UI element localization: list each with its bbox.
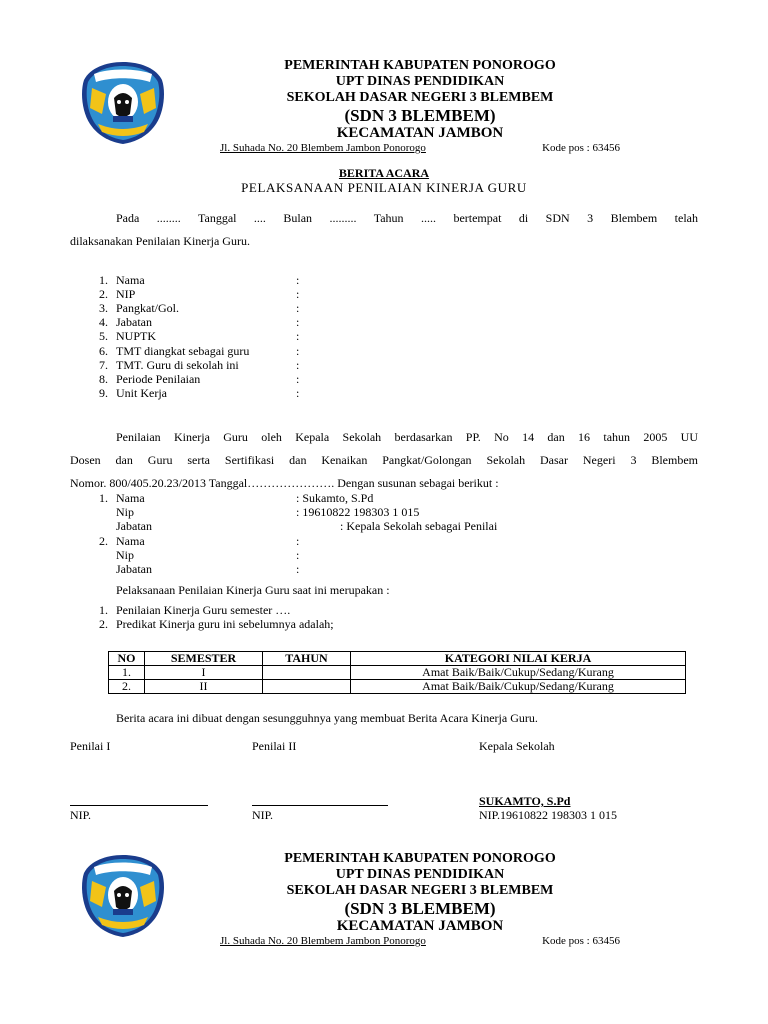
basis-line3: Nomor. 800/405.20.23/2013 Tanggal…………………. Dengan susunan sebagai berikut : xyxy=(70,476,499,490)
table-cell: II xyxy=(145,680,263,694)
letterhead-line3: SEKOLAH DASAR NEGERI 3 BLEMBEM xyxy=(286,883,554,898)
letterhead-line4: (SDN 3 BLEMBEM) xyxy=(344,899,496,918)
current-intro: Pelaksanaan Penilaian Kinerja Guru saat ini merupakan : xyxy=(116,583,390,597)
signature-label-penilai2: Penilai II xyxy=(252,739,297,753)
signature-line xyxy=(70,805,208,806)
document-subtitle: PELAKSANAAN PENILAIAN KINERJA GURU xyxy=(241,180,527,195)
closing-statement: Berita acara ini dibuat dengan sesungguhnya yang membuat Berita Acara Kinerja Guru. xyxy=(116,711,538,725)
table-row xyxy=(109,680,686,694)
nip-penilai1: NIP. xyxy=(70,808,92,822)
nip-kepala: NIP.19610822 198303 1 015 xyxy=(479,808,618,822)
column-header: KATEGORI NILAI KERJA xyxy=(351,652,686,666)
letterhead-line5: KECAMATAN JAMBON xyxy=(336,918,504,934)
table-row xyxy=(109,666,686,680)
basis-paragraph xyxy=(70,426,698,495)
regency-logo-icon xyxy=(80,851,166,937)
basis-line2: Dosen dan Guru serta Sertifikasi dan Kenaikan Pangkat/Golongan Sekolah Dasar Negeri 3 Blembem xyxy=(70,453,698,467)
column-header: TAHUN xyxy=(263,652,351,666)
intro-paragraph xyxy=(70,207,698,253)
letterhead-line2: UPT DINAS PENDIDIKAN xyxy=(335,867,505,882)
grades-table xyxy=(108,651,686,694)
table-cell: Amat Baik/Baik/Cukup/Sedang/Kurang xyxy=(351,666,686,680)
table-header-row xyxy=(109,652,686,666)
column-header: NO xyxy=(109,652,145,666)
address-text: Jl. Suhada No. 20 Blembem Jambon Ponorogo xyxy=(220,935,426,947)
letterhead-line5: KECAMATAN JAMBON xyxy=(336,125,504,141)
address-text: Jl. Suhada No. 20 Blembem Jambon Ponorogo xyxy=(220,142,426,154)
table-cell: Amat Baik/Baik/Cukup/Sedang/Kurang xyxy=(351,680,686,694)
table-cell: I xyxy=(145,666,263,680)
document-title: BERITA ACARA xyxy=(338,166,430,180)
letterhead-address xyxy=(220,935,620,947)
table-cell xyxy=(263,666,351,680)
letterhead-line4: (SDN 3 BLEMBEM) xyxy=(344,106,496,125)
signature-label-penilai1: Penilai I xyxy=(70,739,111,753)
basis-line1: Penilaian Kinerja Guru oleh Kepala Sekolah berdasarkan PP. No 14 dan 16 tahun 2005 UU xyxy=(116,430,698,444)
kepala-sekolah-name: SUKAMTO, S.Pd xyxy=(479,794,571,808)
letterhead-address xyxy=(220,142,620,154)
letterhead-line1: PEMERINTAH KABUPATEN PONOROGO xyxy=(284,851,556,866)
letterhead-line3: SEKOLAH DASAR NEGERI 3 BLEMBEM xyxy=(286,90,554,105)
regency-logo-icon xyxy=(80,58,166,144)
postal-code: Kode pos : 63456 xyxy=(542,142,620,154)
signature-label-kepala: Kepala Sekolah xyxy=(479,739,555,753)
intro-line1: Pada ........ Tanggal .... Bulan ......... Tahun ..... bertempat di SDN 3 Blembem telah xyxy=(116,211,698,225)
nip-penilai2: NIP. xyxy=(252,808,274,822)
table-cell: 1. xyxy=(109,666,145,680)
letterhead-line2: UPT DINAS PENDIDIKAN xyxy=(335,74,505,89)
table-cell xyxy=(263,680,351,694)
column-header: SEMESTER xyxy=(145,652,263,666)
intro-line2: dilaksanakan Penilaian Kinerja Guru. xyxy=(70,234,250,248)
letterhead-line1: PEMERINTAH KABUPATEN PONOROGO xyxy=(284,58,556,73)
postal-code: Kode pos : 63456 xyxy=(542,935,620,947)
table-cell: 2. xyxy=(109,680,145,694)
signature-line xyxy=(252,805,388,806)
